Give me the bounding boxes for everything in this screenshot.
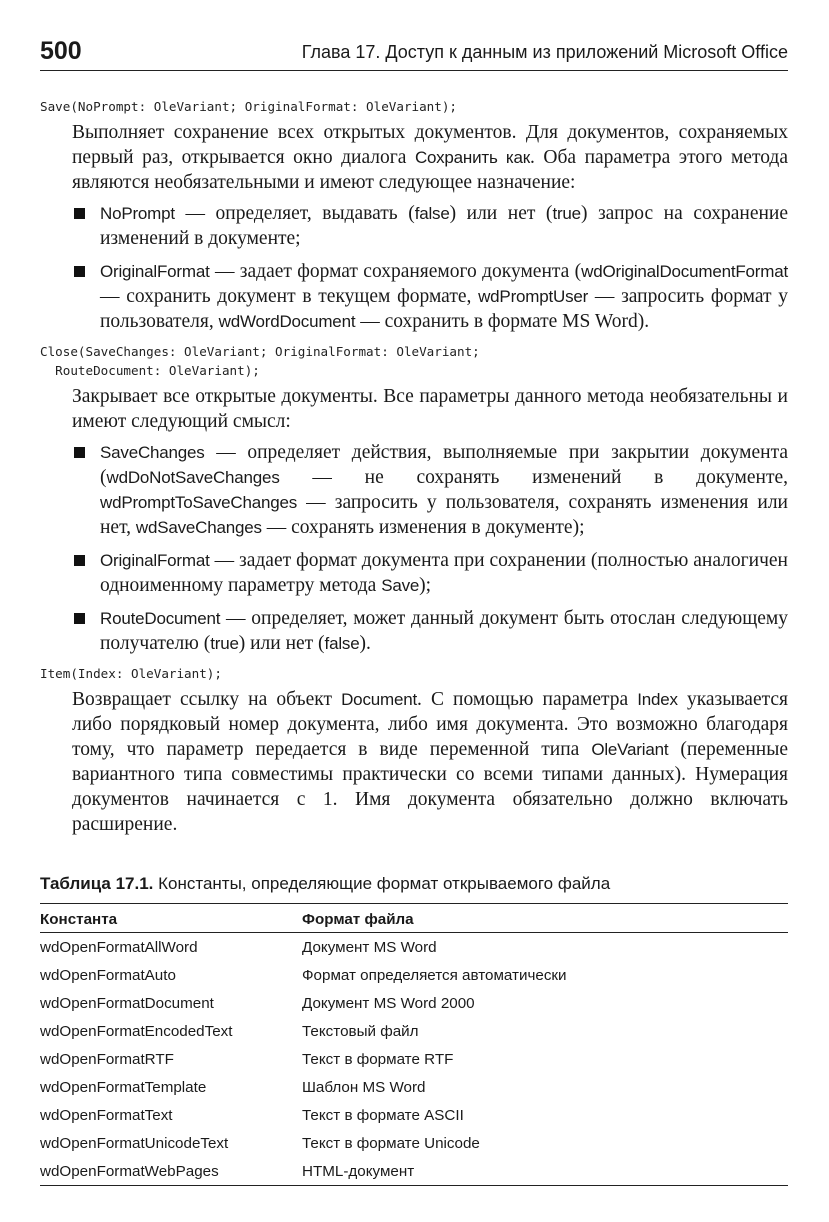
code-keyword: wdSaveChanges [135, 518, 262, 537]
square-bullet-icon [74, 447, 85, 458]
column-header-format: Формат файла [302, 904, 788, 933]
code-keyword: Save [381, 576, 420, 595]
list-item-text: RouteDocument — определяет, может данный документ быть отослан следующему получателю (true) или нет (false). [100, 608, 788, 654]
cell-constant: wdOpenFormatDocument [40, 994, 214, 1012]
list-item-text: NoPrompt — определяет, выдавать (false) или нет (true) запрос на сохранение изменений в документе; [100, 203, 789, 249]
cell-constant: wdOpenFormatAuto [40, 966, 176, 984]
cell-constant: wdOpenFormatTemplate [40, 1078, 207, 1096]
item-method-signature: Item(Index: OleVariant); [40, 666, 222, 681]
code-keyword: OleVariant [591, 740, 669, 759]
list-item [72, 548, 788, 598]
code-keyword: RouteDocument [100, 609, 221, 628]
code-keyword: SaveChanges [100, 443, 205, 462]
code-keyword: OriginalFormat [100, 551, 210, 570]
code-keyword: OriginalFormat [100, 262, 210, 281]
code-keyword: wdWordDocument [218, 312, 356, 331]
square-bullet-icon [74, 208, 85, 219]
cell-format: Текстовый файл [302, 1022, 419, 1040]
close-method-description: Закрывает все открытые документы. Все параметры данного метода необязательны и имеют следующий смысл: [72, 386, 788, 432]
cell-format: Документ MS Word 2000 [302, 994, 475, 1012]
table-row [40, 1045, 788, 1073]
cell-format: Текст в формате RTF [302, 1050, 454, 1068]
column-header-constant: Константа [40, 904, 302, 933]
code-keyword: Index [637, 690, 678, 709]
book-page [40, 36, 788, 1186]
table-row [40, 933, 788, 962]
cell-format: Формат определяется автоматически [302, 966, 567, 984]
page-number: 500 [40, 37, 82, 65]
code-keyword: wdDoNotSaveChanges [106, 468, 280, 487]
page-header [40, 36, 788, 71]
list-item [72, 606, 788, 656]
code-keyword: true [552, 204, 581, 223]
cell-constant: wdOpenFormatRTF [40, 1050, 174, 1068]
cell-constant: wdOpenFormatAllWord [40, 938, 198, 956]
square-bullet-icon [74, 613, 85, 624]
cell-constant: wdOpenFormatWebPages [40, 1157, 302, 1186]
table-caption-text: Константы, определяющие формат открываемого файла [153, 874, 611, 893]
cell-constant: wdOpenFormatText [40, 1106, 173, 1124]
save-params-list [72, 201, 788, 334]
table-header-row [40, 904, 788, 933]
table-row [40, 989, 788, 1017]
code-keyword: wdPromptToSaveChanges [100, 493, 298, 512]
cell-constant: wdOpenFormatUnicodeText [40, 1134, 229, 1152]
table-body [40, 933, 788, 1186]
save-method-signature: Save(NoPrompt: OleVariant; OriginalFormat: OleVariant); [40, 99, 458, 114]
cell-format: Шаблон MS Word [302, 1078, 426, 1096]
square-bullet-icon [74, 266, 85, 277]
list-item [72, 259, 788, 334]
code-keyword: wdOriginalDocumentFormat [581, 262, 788, 281]
table-row [40, 1129, 788, 1157]
close-params-list [72, 440, 788, 656]
table-row [40, 1017, 788, 1045]
square-bullet-icon [74, 555, 85, 566]
table-row [40, 1101, 788, 1129]
close-method-signature-line1: Close(SaveChanges: OleVariant; OriginalFormat: OleVariant; [40, 344, 480, 359]
table-caption [40, 873, 788, 895]
list-item-text: SaveChanges — определяет действия, выполняемые при закрытии документа (wdDoNotSaveChanges — не сохранять изменений в документе, wdPromptToSaveChanges — запросить у пользователя, сохранять изменения или нет, wdSaveChanges — сохранять изменения в документе); [100, 442, 788, 538]
cell-constant: wdOpenFormatEncodedText [40, 1022, 233, 1040]
code-keyword: NoPrompt [100, 204, 175, 223]
chapter-title: Глава 17. Доступ к данным из приложений Microsoft Office [301, 42, 788, 62]
table-row [40, 1157, 788, 1186]
cell-format: Текст в формате Unicode [302, 1134, 480, 1152]
cell-format: Документ MS Word [302, 938, 437, 956]
code-keyword: true [210, 634, 239, 653]
table-row [40, 1073, 788, 1101]
list-item-text: OriginalFormat — задает формат сохраняемого документа (wdOriginalDocumentFormat — сохранить документ в текущем формате, wdPromptUser — запросить формат у пользователя, wdWordDocument — сохранить в формате MS Word). [100, 261, 789, 332]
table-row [40, 961, 788, 989]
list-item [72, 440, 788, 540]
cell-format: Текст в формате ASCII [302, 1106, 464, 1124]
item-method-description: Возвращает ссылку на объект Document. С помощью параметра Index указывается либо порядковый номер документа, либо имя документа. Это возможно благодаря тому, что параметр передается в виде переменной типа OleVariant (переменные вариантного типа совместимы практически со всеми типами данных). Нумерация документов начинается с 1. Имя документа обязательно должно включать расширение. [72, 689, 788, 835]
code-keyword: false [414, 204, 450, 223]
save-method-description: Выполняет сохранение всех открытых документов. Для документов, сохраняемых первый раз, открывается окно диалога Сохранить как. Оба параметра этого метода являются необязательными и имеют следующее назначение: [72, 122, 788, 193]
cell-format: HTML-документ [302, 1157, 788, 1186]
open-format-table [40, 903, 788, 1186]
code-keyword: false [324, 634, 360, 653]
table-caption-label: Таблица 17.1. [40, 874, 154, 893]
code-keyword: wdPromptUser [478, 287, 589, 306]
code-keyword: Document [341, 690, 417, 709]
list-item [72, 201, 788, 251]
code-keyword: Сохранить как [414, 148, 530, 167]
list-item-text: OriginalFormat — задает формат документа при сохранении (полностью аналогичен одноименному параметру метода Save); [100, 550, 788, 596]
close-method-signature-line2: RouteDocument: OleVariant); [40, 363, 260, 378]
